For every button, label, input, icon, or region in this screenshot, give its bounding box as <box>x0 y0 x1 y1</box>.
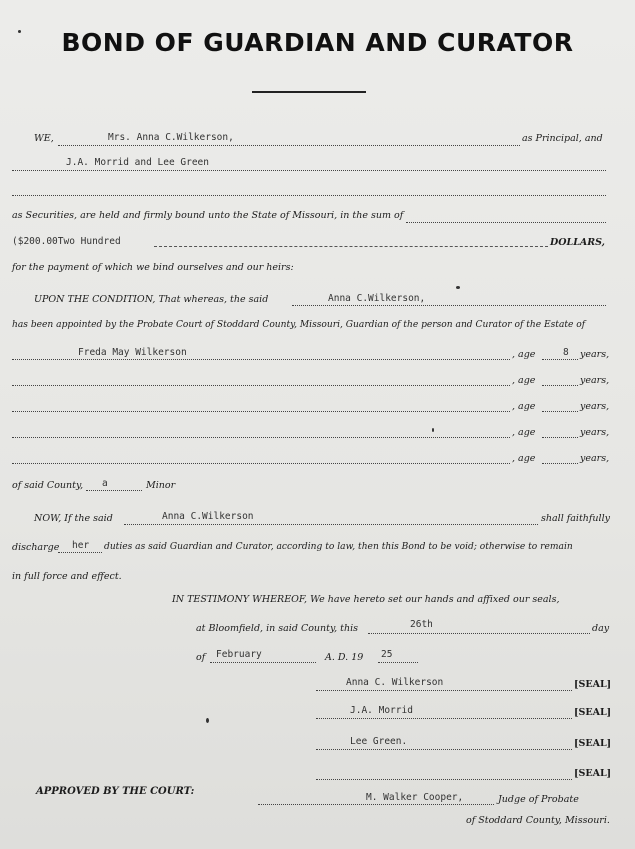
minor-age-line-4 <box>542 437 578 438</box>
principal-name: Mrs. Anna C.Wilkerson, <box>108 132 234 143</box>
minor-age-label-2: , age <box>512 375 536 386</box>
bond-amount: ($200.00Two Hundred <box>12 236 121 247</box>
minor-age-label-3: , age <box>512 401 536 412</box>
minor-name-line-2 <box>12 385 510 386</box>
year-line <box>378 662 418 663</box>
dollars-label: DOLLARS, <box>550 237 605 248</box>
condition-lead-text: UPON THE CONDITION, <box>34 294 156 305</box>
minor-years-label-1: years, <box>580 349 610 360</box>
minor-age-1: 8 <box>563 347 569 358</box>
signature-1: Anna C. Wilkerson <box>346 677 444 688</box>
minor-age-label-1: , age <box>512 349 536 360</box>
minor-years-label-3: years, <box>580 401 610 412</box>
pronoun: her <box>72 540 90 551</box>
judge-title: Judge of Probate <box>498 794 579 805</box>
now-name: Anna C.Wilkerson <box>162 511 254 522</box>
seal-label-4: [SEAL] <box>574 768 612 779</box>
minor-years-label-5: years, <box>580 453 610 464</box>
scan-speck <box>456 286 460 289</box>
signature-2: J.A. Morrid <box>350 705 413 716</box>
page-title: BOND OF GUARDIAN AND CURATOR <box>61 28 574 57</box>
securities-names: J.A. Morrid and Lee Green <box>66 157 209 168</box>
minor-label: Minor <box>146 480 176 491</box>
day-line <box>368 633 590 634</box>
scan-speck <box>206 718 209 723</box>
now-clause <box>34 513 113 524</box>
testimony-lead: IN TESTIMONY WHEREOF, <box>172 594 308 605</box>
minor-years-label-4: years, <box>580 427 610 438</box>
minor-count-line <box>86 490 142 491</box>
judge-name: M. Walker Cooper, <box>366 792 464 803</box>
duties-clause: duties as said Guardian and Curator, according to law, then this Bond to be void; otherwise to remain <box>104 542 573 552</box>
payment-clause: for the payment of which we bind ourselves and our heirs: <box>12 262 294 273</box>
appointed-clause: has been appointed by the Probate Court of Stoddard County, Missouri, Guardian of the person and Curator of the Estate of <box>12 320 586 330</box>
scan-speck <box>432 428 434 432</box>
month-line <box>210 662 316 663</box>
day-value: 26th <box>410 619 433 630</box>
minor-years-label-2: years, <box>580 375 610 386</box>
amount-dash-line <box>154 246 548 247</box>
of-label: of <box>196 652 206 663</box>
testimony-rest: We have hereto set our hands and affixed our seals, <box>310 594 560 605</box>
now-if-said: If the said <box>64 513 113 524</box>
pronoun-line <box>58 552 102 553</box>
county-label: of Stoddard County, Missouri. <box>466 815 610 826</box>
signature-line-4 <box>316 779 572 780</box>
as-principal-label: as Principal, and <box>522 133 603 144</box>
guardian-name: Anna C.Wilkerson, <box>328 293 426 304</box>
signature-line-2 <box>316 718 572 719</box>
now-name-line <box>124 524 538 525</box>
minor-name-line-1 <box>12 359 510 360</box>
we-label: WE, <box>34 133 54 144</box>
minor-age-line-1 <box>542 359 578 360</box>
sum-line <box>406 222 606 223</box>
day-label: day <box>592 623 610 634</box>
signature-line-1 <box>316 690 572 691</box>
now-lead: NOW, <box>34 513 62 524</box>
discharge-label: discharge <box>12 542 60 553</box>
securities-line <box>12 170 606 171</box>
minor-name-line-4 <box>12 437 510 438</box>
minor-name-line-5 <box>12 463 510 464</box>
minor-age-line-5 <box>542 463 578 464</box>
seal-label-2: [SEAL] <box>574 707 612 718</box>
signature-3: Lee Green. <box>350 736 408 747</box>
month-value: February <box>216 649 262 660</box>
securities-clause: as Securities, are held and firmly bound unto the State of Missouri, in the sum of <box>12 210 404 221</box>
full-force-clause: in full force and effect. <box>12 571 122 582</box>
minor-age-line-2 <box>542 385 578 386</box>
at-bloomfield-label: at Bloomfield, in said County, this <box>196 623 358 634</box>
minor-name-1: Freda May Wilkerson <box>78 347 187 358</box>
minor-age-label-4: , age <box>512 427 536 438</box>
minor-age-line-3 <box>542 411 578 412</box>
guardian-line <box>292 305 606 306</box>
minor-name-line-3 <box>12 411 510 412</box>
ad-label: A. D. 19 <box>325 652 364 663</box>
minor-count: a <box>102 478 108 489</box>
principal-line <box>58 145 520 146</box>
scan-speck <box>18 30 21 33</box>
condition-lead <box>34 294 268 305</box>
approved-label: APPROVED BY THE COURT: <box>36 786 195 797</box>
seal-label-3: [SEAL] <box>574 738 612 749</box>
signature-line-3 <box>316 749 572 750</box>
year-value: 25 <box>381 649 393 660</box>
title-underline <box>252 91 366 93</box>
testimony-clause <box>172 594 560 605</box>
seal-label-1: [SEAL] <box>574 679 612 690</box>
judge-line <box>258 804 494 805</box>
blank-line <box>12 195 606 196</box>
minor-age-label-5: , age <box>512 453 536 464</box>
shall-faithfully-label: shall faithfully <box>541 513 610 524</box>
condition-rest-text: That whereas, the said <box>158 294 269 305</box>
county-prefix: of said County, <box>12 480 84 491</box>
